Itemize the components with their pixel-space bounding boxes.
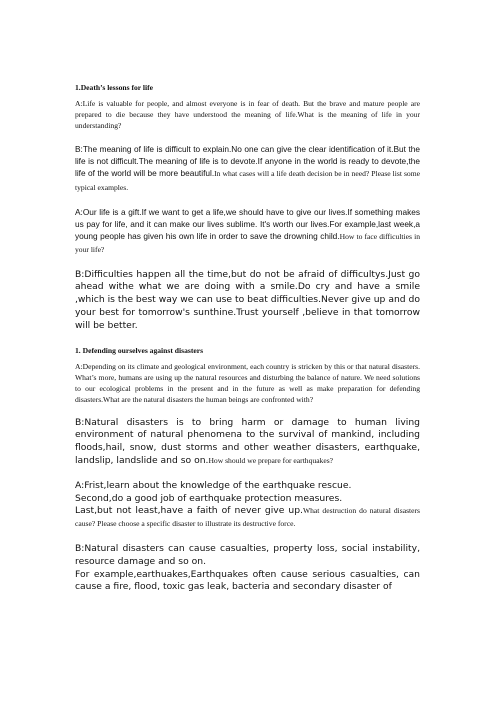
paragraph-b-natural-disasters [75, 417, 420, 468]
paragraph-b-difficulties: B:Difficulties happen all the time,but do not be afraid of difficultys.Just go ahead withe what we are doing with a smile.Do cry and have a smile ,which is the best way we can use to beat difficulties.Never give up and do your best for tomorrow's sunthine.Trust yourself ,believe in that tomorrow will be better. [75, 268, 420, 331]
answer-text: A:Our life is a gift.If we want to get a life,we should have to give our lives.If something makes us pay for life, and it can make our lives sublime. It's worth our lives.For example,last week,a young people has given his own life in order to save the drowning child. [75, 206, 420, 242]
question-text: How to face difficulties in your life? [75, 232, 420, 255]
paragraph-a-natural-disasters: A:Depending on its climate and geological environment, each country is stricken by this or that natural disasters. What’s more, humans are using up the natural resources and disturbing the balance of nature. We need solutions to our ecological problems in the present and in the future as well as make preparation for defending disasters.What are the natural disasters the human beings are confronted with? [75, 361, 420, 404]
answer-line: Second,do a good job of earthquake protection measures. [75, 492, 343, 504]
answer-line: A:Frist,learn about the knowledge of the earthquake rescue. [75, 479, 352, 491]
question-text: What destruction do natural disasters cause? Please choose a specific disaster to illustrate its destructive force. [75, 506, 420, 529]
paragraph-a-meaning-of-life: A:Life is valuable for people, and almost everyone is in fear of death. But the brave and mature people are prepared to die because they have understood the meaning of life.What is the meaning of life in your understanding? [75, 99, 420, 130]
answer-text: B:Natural disasters is to bring harm or damage to human living environment of natural phenomena to the survival of mankind, including floods,hail, snow, dust storms and other weather disasters, earthquake, landslip, landslide and so on. [75, 416, 420, 466]
answer-line: B:Natural disasters can cause casualties, property loss, social instability, resource damage and so on. [75, 542, 420, 567]
paragraph-b-destruction [75, 543, 420, 594]
answer-line: For example,earthuakes,Earthquakes often cause serious casualties, can cause a fire, flood, toxic gas leak, bacteria and secondary disaster of [75, 568, 420, 593]
paragraph-a-earthquake-prep [75, 480, 420, 531]
paragraph-a-life-gift [75, 206, 420, 257]
answer-line-with-question [75, 505, 420, 531]
question-text: How should we prepare for earthquakes? [208, 456, 334, 465]
section-title-death-lessons: 1.Death’s lessons for life [75, 83, 154, 92]
question-text: In what cases will a life death decision be in need? Please list some typical examples. [75, 169, 420, 192]
answer-text: B:The meaning of life is difficult to explain.No one can give the clear identification of it.But the life is not difficult.The meaning of life is to devote.If anyone in the world is ready to devote,the life of the world will be more beautiful. [75, 144, 420, 179]
section-title-disasters: 1. Defending ourselves against disasters [75, 345, 204, 355]
answer-text: Last,but not least,have a faith of never give up. [75, 505, 303, 517]
document-body [75, 82, 420, 594]
paragraph-b-meaning-of-life [75, 143, 420, 194]
